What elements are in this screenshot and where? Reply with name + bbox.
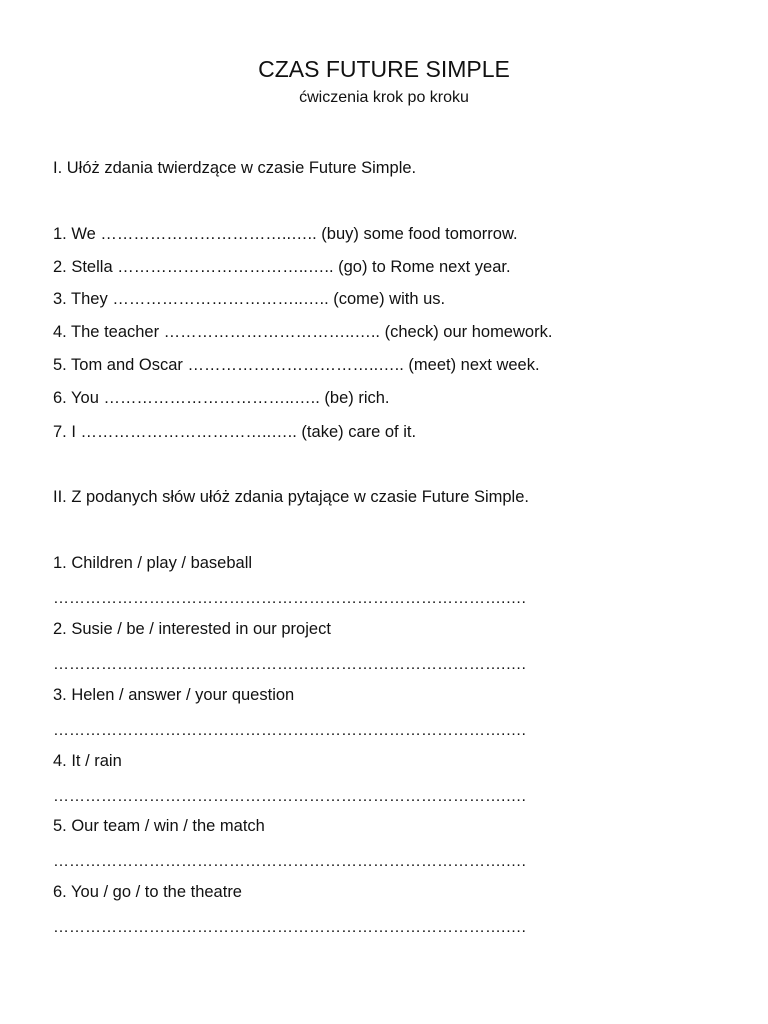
section-1-item-2: 2. Stella ……………………………..….. (go) to Rome next year. [53,258,511,276]
page-title: CZAS FUTURE SIMPLE [258,56,510,82]
section-1-item-5: 5. Tom and Oscar ……………………………..….. (meet) next week. [53,356,540,374]
section-2-prompt-2: 2. Susie / be / interested in our project [53,620,331,638]
section-1-item-6: 6. You ……………………………..….. (be) rich. [53,389,390,407]
section-1-heading: I. Ułóż zdania twierdzące w czasie Future Simple. [53,159,417,177]
page-subtitle: ćwiczenia krok po kroku [299,89,469,106]
section-2-prompt-1: 1. Children / play / baseball [53,554,253,572]
section-2-answer-line-3: ………………………………………………………………………….…. [53,722,526,739]
section-2-answer-line-1: ………………………………………………………………………….…. [53,590,526,607]
section-1-item-1: 1. We ……………………………..….. (buy) some food tomorrow. [53,225,518,243]
section-1-item-4: 4. The teacher ……………………………..….. (check) our homework. [53,323,553,341]
section-2-prompt-4: 4. It / rain [53,752,122,770]
section-2-heading: II. Z podanych słów ułóż zdania pytające w czasie Future Simple. [53,488,529,506]
section-2-answer-line-5: ………………………………………………………………………….…. [53,853,526,870]
section-1-item-7: 7. I ……………………………..….. (take) care of it. [53,423,417,441]
section-2-answer-line-6: ………………………………………………………………………….…. [53,919,526,936]
section-2-answer-line-2: ………………………………………………………………………….…. [53,656,526,673]
section-1-item-3: 3. They ……………………………..….. (come) with us. [53,290,446,308]
section-2-prompt-3: 3. Helen / answer / your question [53,686,295,704]
section-2-prompt-6: 6. You / go / to the theatre [53,883,242,901]
section-2-answer-line-4: ………………………………………………………………………….…. [53,788,526,805]
section-2-prompt-5: 5. Our team / win / the match [53,817,265,835]
